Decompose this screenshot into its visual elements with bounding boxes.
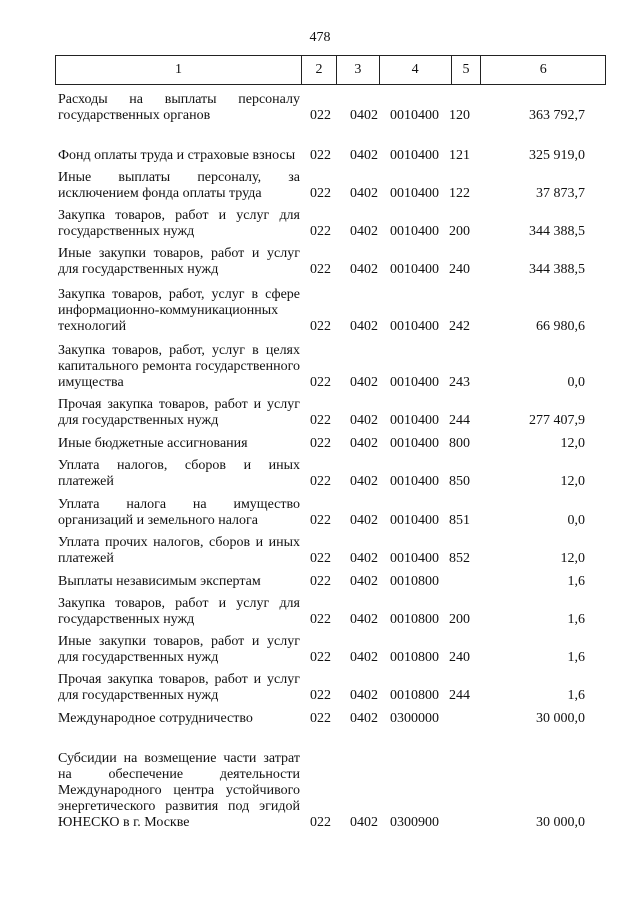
row-name: Закупка товаров, работ, услуг в целях капитального ремонта государственного имущества bbox=[58, 343, 300, 390]
row-col-2: 022 bbox=[310, 413, 331, 428]
row-col-3: 0402 bbox=[350, 319, 378, 334]
row-col-2: 022 bbox=[310, 612, 331, 627]
row-col-4: 0010800 bbox=[390, 574, 439, 589]
table-row bbox=[0, 704, 640, 727]
row-col-3: 0402 bbox=[350, 688, 378, 703]
row-col-5: 121 bbox=[449, 148, 470, 163]
table-row bbox=[0, 490, 640, 529]
row-col-4: 0010400 bbox=[390, 148, 439, 163]
row-name: Выплаты независимым экспертам bbox=[58, 574, 261, 589]
table-row bbox=[0, 86, 640, 124]
row-col-4: 0010800 bbox=[390, 612, 439, 627]
row-col-2: 022 bbox=[310, 262, 331, 277]
row-col-4: 0300900 bbox=[390, 815, 439, 830]
row-col-6: 1,6 bbox=[567, 574, 585, 589]
row-col-2: 022 bbox=[310, 148, 331, 163]
page-number: 478 bbox=[309, 30, 331, 45]
row-col-6: 0,0 bbox=[567, 375, 585, 390]
table-row bbox=[0, 124, 640, 164]
row-name: Иные закупки товаров, работ и услуг для государственных нужд bbox=[58, 634, 300, 665]
row-col-4: 0010400 bbox=[390, 436, 439, 451]
row-col-5: 244 bbox=[449, 413, 470, 428]
row-col-2: 022 bbox=[310, 474, 331, 489]
row-col-2: 022 bbox=[310, 319, 331, 334]
table-row bbox=[0, 452, 640, 490]
table-row bbox=[0, 590, 640, 628]
row-col-6: 363 792,7 bbox=[529, 108, 585, 123]
row-name: Иные бюджетные ассигнования bbox=[58, 436, 248, 451]
header-col-6: 6 bbox=[539, 62, 547, 77]
row-name: Прочая закупка товаров, работ и услуг для государственных нужд bbox=[58, 397, 300, 428]
row-col-5: 242 bbox=[449, 319, 470, 334]
row-col-2: 022 bbox=[310, 224, 331, 239]
row-col-2: 022 bbox=[310, 375, 331, 390]
row-col-4: 0010400 bbox=[390, 262, 439, 277]
row-col-6: 12,0 bbox=[560, 474, 585, 489]
row-col-5: 240 bbox=[449, 262, 470, 277]
table-row bbox=[0, 727, 640, 831]
row-col-4: 0010400 bbox=[390, 413, 439, 428]
row-col-5: 122 bbox=[449, 186, 470, 201]
row-col-6: 1,6 bbox=[567, 612, 585, 627]
table-row bbox=[0, 567, 640, 590]
header-col-5: 5 bbox=[452, 56, 482, 84]
row-col-2: 022 bbox=[310, 108, 331, 123]
row-col-4: 0010400 bbox=[390, 108, 439, 123]
row-col-3: 0402 bbox=[350, 513, 378, 528]
row-col-4: 0010800 bbox=[390, 688, 439, 703]
row-name: Иные закупки товаров, работ и услуг для государственных нужд bbox=[58, 246, 300, 277]
row-col-3: 0402 bbox=[350, 474, 378, 489]
row-col-4: 0010400 bbox=[390, 186, 439, 201]
row-col-2: 022 bbox=[310, 574, 331, 589]
row-name: Расходы на выплаты персоналу государственных органов bbox=[58, 92, 300, 123]
row-col-3: 0402 bbox=[350, 574, 378, 589]
row-col-3: 0402 bbox=[350, 711, 378, 726]
table-row bbox=[0, 278, 640, 335]
row-col-5: 120 bbox=[449, 108, 470, 123]
header-col-2: 2 bbox=[302, 56, 337, 84]
row-col-5: 240 bbox=[449, 650, 470, 665]
header-col-3: 3 bbox=[337, 56, 380, 84]
row-col-6: 12,0 bbox=[560, 551, 585, 566]
row-col-5: 200 bbox=[449, 224, 470, 239]
row-col-4: 0010400 bbox=[390, 513, 439, 528]
row-col-2: 022 bbox=[310, 650, 331, 665]
row-col-4: 0010400 bbox=[390, 551, 439, 566]
row-col-3: 0402 bbox=[350, 224, 378, 239]
row-col-2: 022 bbox=[310, 436, 331, 451]
table-row bbox=[0, 202, 640, 240]
row-col-3: 0402 bbox=[350, 148, 378, 163]
table-row bbox=[0, 429, 640, 452]
row-col-2: 022 bbox=[310, 513, 331, 528]
row-col-4: 0010800 bbox=[390, 650, 439, 665]
table-row bbox=[0, 164, 640, 202]
row-col-3: 0402 bbox=[350, 612, 378, 627]
row-name: Уплата прочих налогов, сборов и иных платежей bbox=[58, 535, 300, 566]
row-col-4: 0010400 bbox=[390, 375, 439, 390]
row-col-3: 0402 bbox=[350, 186, 378, 201]
row-col-6: 0,0 bbox=[567, 513, 585, 528]
row-col-6: 30 000,0 bbox=[536, 815, 585, 830]
row-col-3: 0402 bbox=[350, 108, 378, 123]
row-col-3: 0402 bbox=[350, 262, 378, 277]
row-col-3: 0402 bbox=[350, 815, 378, 830]
table-row bbox=[0, 529, 640, 567]
row-col-6: 37 873,7 bbox=[536, 186, 585, 201]
row-col-6: 325 919,0 bbox=[529, 148, 585, 163]
table-row bbox=[0, 391, 640, 429]
header-col-1: 1 bbox=[56, 56, 302, 84]
row-col-5: 200 bbox=[449, 612, 470, 627]
row-col-3: 0402 bbox=[350, 551, 378, 566]
table-row bbox=[0, 240, 640, 278]
table-row bbox=[0, 335, 640, 391]
table-body bbox=[0, 86, 640, 831]
table-row bbox=[0, 666, 640, 704]
row-col-5: 244 bbox=[449, 688, 470, 703]
row-col-4: 0010400 bbox=[390, 474, 439, 489]
row-col-5: 800 bbox=[449, 436, 470, 451]
row-col-2: 022 bbox=[310, 815, 331, 830]
row-col-4: 0010400 bbox=[390, 319, 439, 334]
row-name: Уплата налога на имущество организаций и земельного налога bbox=[58, 497, 300, 528]
row-col-5: 243 bbox=[449, 375, 470, 390]
row-col-2: 022 bbox=[310, 688, 331, 703]
row-col-3: 0402 bbox=[350, 375, 378, 390]
row-col-6: 277 407,9 bbox=[529, 413, 585, 428]
row-col-3: 0402 bbox=[350, 413, 378, 428]
row-col-6: 12,0 bbox=[560, 436, 585, 451]
row-col-4: 0010400 bbox=[390, 224, 439, 239]
row-col-6: 344 388,5 bbox=[529, 224, 585, 239]
row-col-2: 022 bbox=[310, 551, 331, 566]
row-col-5: 850 bbox=[449, 474, 470, 489]
row-col-3: 0402 bbox=[350, 650, 378, 665]
row-col-5: 852 bbox=[449, 551, 470, 566]
table-row bbox=[0, 628, 640, 666]
row-col-3: 0402 bbox=[350, 436, 378, 451]
table-header bbox=[55, 55, 606, 85]
row-col-6: 1,6 bbox=[567, 650, 585, 665]
row-name: Закупка товаров, работ и услуг для государственных нужд bbox=[58, 208, 300, 239]
row-col-6: 66 980,6 bbox=[536, 319, 585, 334]
row-name: Иные выплаты персоналу, за исключением фонда оплаты труда bbox=[58, 170, 300, 201]
row-col-6: 30 000,0 bbox=[536, 711, 585, 726]
row-col-4: 0300000 bbox=[390, 711, 439, 726]
header-col-4: 4 bbox=[380, 56, 452, 84]
row-col-2: 022 bbox=[310, 711, 331, 726]
row-col-6: 1,6 bbox=[567, 688, 585, 703]
row-name: Фонд оплаты труда и страховые взносы bbox=[58, 148, 296, 163]
row-name: Закупка товаров, работ, услуг в сфере информационно-коммуникационных технологий bbox=[58, 287, 300, 334]
row-name: Международное сотрудничество bbox=[58, 711, 253, 726]
row-name: Субсидии на возмещение части затрат на обеспечение деятельности Международного центра устойчивого энергетического развития под эгидой ЮНЕСКО в г. Москве bbox=[58, 751, 300, 830]
row-name: Уплата налогов, сборов и иных платежей bbox=[58, 458, 300, 489]
row-col-2: 022 bbox=[310, 186, 331, 201]
row-col-6: 344 388,5 bbox=[529, 262, 585, 277]
row-name: Закупка товаров, работ и услуг для государственных нужд bbox=[58, 596, 300, 627]
row-name: Прочая закупка товаров, работ и услуг для государственных нужд bbox=[58, 672, 300, 703]
row-col-5: 851 bbox=[449, 513, 470, 528]
